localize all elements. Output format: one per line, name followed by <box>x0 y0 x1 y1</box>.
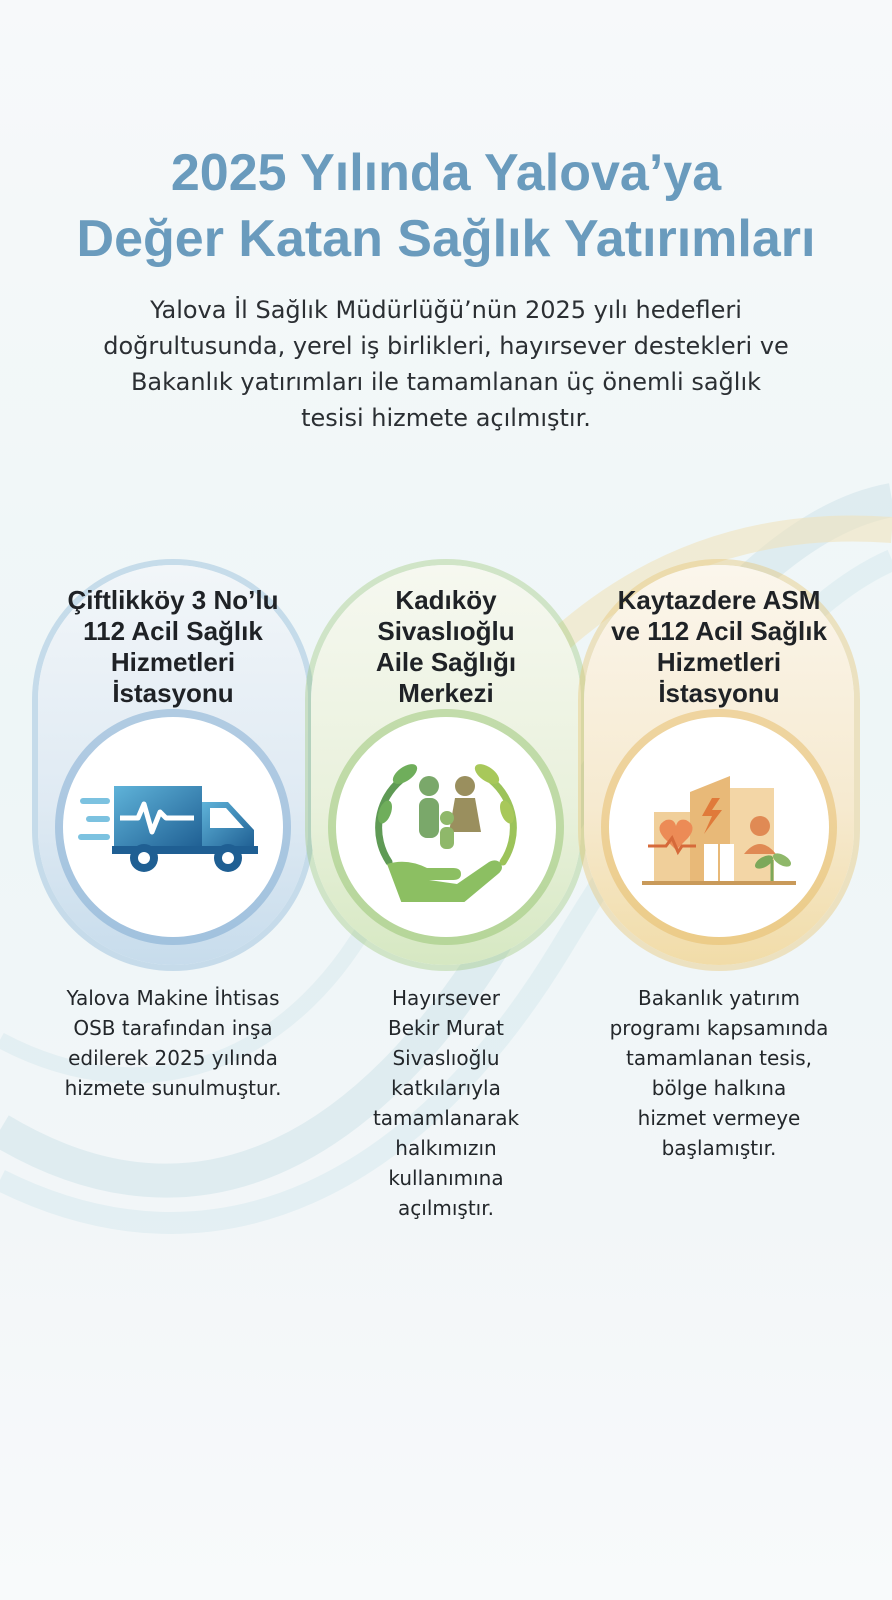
desc-line: Yalova Makine İhtisas <box>66 986 280 1010</box>
desc-line: hizmet vermeye <box>637 1106 801 1130</box>
card-title-line: Merkezi <box>398 678 494 708</box>
card-title <box>311 585 581 709</box>
facility-card-kadikoy <box>311 565 581 965</box>
icon-circle <box>63 717 283 937</box>
health-building-icon <box>634 762 804 892</box>
intro-line-4: tesisi hizmete açılmıştır. <box>301 404 591 432</box>
card-title-line: Hizmetleri <box>110 647 236 677</box>
desc-line: Hayırsever <box>392 986 500 1010</box>
desc-line: OSB tarafından inşa <box>73 1016 273 1040</box>
intro-paragraph <box>90 292 802 436</box>
intro-line-3: Bakanlık yatırımları ile tamamlanan üç önemli sağlık <box>130 368 762 396</box>
title-line-1: 2025 Yılında Yalova’ya <box>170 144 722 202</box>
desc-line: açılmıştır. <box>398 1196 494 1220</box>
facility-card-ciftlikkoy <box>38 565 308 965</box>
desc-line: başlamıştır. <box>661 1136 777 1160</box>
card-title-line: ve 112 Acil Sağlık <box>611 616 827 646</box>
desc-line: halkımızın <box>395 1136 497 1160</box>
card-title-line: Hizmetleri <box>656 647 782 677</box>
desc-line: Bekir Murat <box>388 1016 504 1040</box>
intro-line-1: Yalova İl Sağlık Müdürlüğü’nün 2025 yılı hedefleri <box>150 296 742 324</box>
card-title-line: İstasyonu <box>658 678 780 708</box>
card-title-line: 112 Acil Sağlık <box>83 616 263 646</box>
card-description-kadikoy <box>316 983 576 1223</box>
icon-circle <box>609 717 829 937</box>
desc-line: Sivaslıoğlu <box>392 1046 500 1070</box>
icon-circle <box>336 717 556 937</box>
card-title-line: Çiftlikköy 3 No’lu <box>67 585 279 615</box>
intro-line-2: doğrultusunda, yerel iş birlikleri, hayırsever destekleri ve <box>103 332 789 360</box>
card-title-line: Sivaslıoğlu <box>377 616 515 646</box>
card-description-kaytazdere <box>589 983 849 1163</box>
desc-line: tamamlanarak <box>372 1106 520 1130</box>
facility-card-kaytazdere <box>584 565 854 965</box>
card-title-line: İstasyonu <box>112 678 234 708</box>
desc-line: programı kapsamında <box>609 1016 829 1040</box>
card-title-line: Kaytazdere ASM <box>617 585 821 615</box>
desc-line: hizmete sunulmuştur. <box>64 1076 282 1100</box>
title-line-2: Değer Katan Sağlık Yatırımları <box>76 210 816 268</box>
card-description-ciftlikkoy <box>43 983 303 1103</box>
card-title-line: Aile Sağlığı <box>375 647 517 677</box>
ambulance-icon <box>78 772 268 882</box>
desc-line: Bakanlık yatırım <box>638 986 800 1010</box>
desc-line: bölge halkına <box>651 1076 787 1100</box>
desc-line: katkılarıyla <box>391 1076 501 1100</box>
card-title <box>584 585 854 709</box>
card-title <box>38 585 308 709</box>
page-title <box>0 140 892 272</box>
desc-line: tamamlanan tesis, <box>626 1046 812 1070</box>
desc-line: edilerek 2025 yılında <box>68 1046 278 1070</box>
family-care-icon <box>361 752 531 902</box>
desc-line: kullanımına <box>388 1166 504 1190</box>
card-title-line: Kadıköy <box>395 585 497 615</box>
